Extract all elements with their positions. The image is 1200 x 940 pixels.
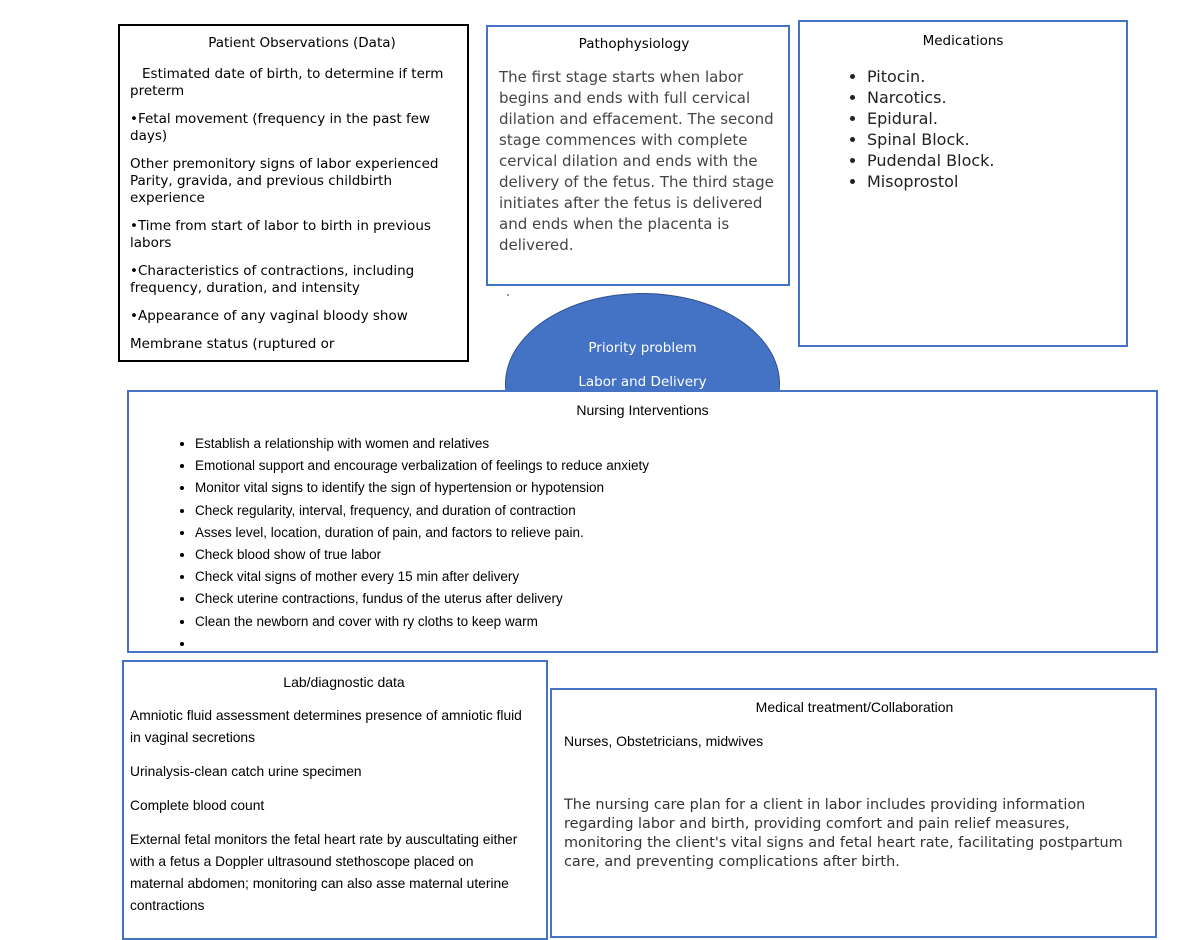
observation-item: Membrane status (ruptured or [130, 336, 335, 352]
medications-title: Medications [922, 33, 1004, 49]
medication-item: • Pitocin. [867, 66, 995, 87]
pathophysiology-box [486, 25, 790, 286]
stray-dot [507, 294, 509, 296]
medication-item: • Pudendal Block. [867, 150, 995, 171]
intervention-item: • Monitor vital signs to identify the sign of hypertension or hypotension [195, 477, 649, 499]
patient-observations-box [118, 24, 469, 362]
lab-item: External fetal monitors the fetal heart rate by auscultating either with a fetus a Doppler ultrasound stethoscope placed on maternal abdomen; monitoring can also asse maternal uterine contractions [130, 832, 518, 913]
observation-item: Estimated date of birth, to determine if term preterm [130, 66, 444, 99]
intervention-item: • Emotional support and encourage verbalization of feelings to reduce anxiety [195, 455, 649, 477]
medical-treatment-title: Medical treatment/Collaboration [755, 699, 954, 715]
observation-item: Other premonitory signs of labor experienced Parity, gravida, and previous childbirth experience [130, 156, 439, 206]
medication-item: • Narcotics. [867, 87, 995, 108]
medication-item: • Spinal Block. [867, 129, 995, 150]
care-plan-text: The nursing care plan for a client in labor includes providing information regarding labor and birth, providing comfort and pain relief measures, monitoring the client's vital signs and fetal heart rate, facilitating postpartum care, and preventing complications after birth. [564, 797, 1123, 870]
nursing-interventions-box [127, 390, 1158, 653]
patient-observations-list [130, 66, 460, 362]
pathophysiology-text: The first stage starts when labor begins and ends with full cervical dilation and effacement. The second stage commences with complete cervical dilation and ends with the delivery of the fetus. The third stage initiates after the fetus is delivered and ends when the placenta is delivered. [499, 68, 774, 254]
medication-item: • Epidural. [867, 108, 995, 129]
lab-item: Complete blood count [130, 798, 265, 813]
observation-item: •Characteristics of contractions, including frequency, duration, and intensity [130, 263, 415, 296]
patient-observations-title: Patient Observations (Data) [208, 35, 396, 51]
collaboration-team: Nurses, Obstetricians, midwives [564, 733, 764, 749]
nursing-interventions-title: Nursing Interventions [576, 402, 709, 418]
intervention-item: • Clean the newborn and cover with ry cloths to keep warm [195, 611, 649, 633]
intervention-item: • Check uterine contractions, fundus of the uterus after delivery [195, 588, 649, 610]
lab-item: Urinalysis-clean catch urine specimen [130, 764, 362, 779]
intervention-item: • Check vital signs of mother every 15 min after delivery [195, 566, 649, 588]
lab-diagnostic-title: Lab/diagnostic data [283, 674, 405, 690]
intervention-item: • Check blood show of true labor [195, 544, 649, 566]
lab-item: Amniotic fluid assessment determines presence of amniotic fluid in vaginal secretions [130, 708, 522, 745]
observation-item: •Appearance of any vaginal bloody show [130, 308, 408, 324]
medications-box [798, 20, 1128, 347]
lab-diagnostic-list [130, 705, 530, 929]
medications-list [846, 66, 995, 192]
observation-item: •Fetal movement (frequency in the past few days) [130, 111, 431, 144]
intervention-item: • Establish a relationship with women and relatives [195, 433, 649, 455]
medical-treatment-box [550, 688, 1157, 938]
priority-problem-label: Priority problem [588, 340, 697, 356]
medication-item: • Misoprostol [867, 171, 995, 192]
nursing-interventions-list [174, 433, 649, 653]
lab-diagnostic-box [122, 660, 548, 940]
priority-problem-value: Labor and Delivery [578, 374, 707, 390]
pathophysiology-title: Pathophysiology [578, 36, 690, 52]
intervention-item-empty [195, 633, 649, 653]
intervention-item: • Check regularity, interval, frequency, and duration of contraction [195, 500, 649, 522]
observation-item: •Time from start of labor to birth in previous labors [130, 218, 431, 251]
intervention-item: • Asses level, location, duration of pain, and factors to relieve pain. [195, 522, 649, 544]
